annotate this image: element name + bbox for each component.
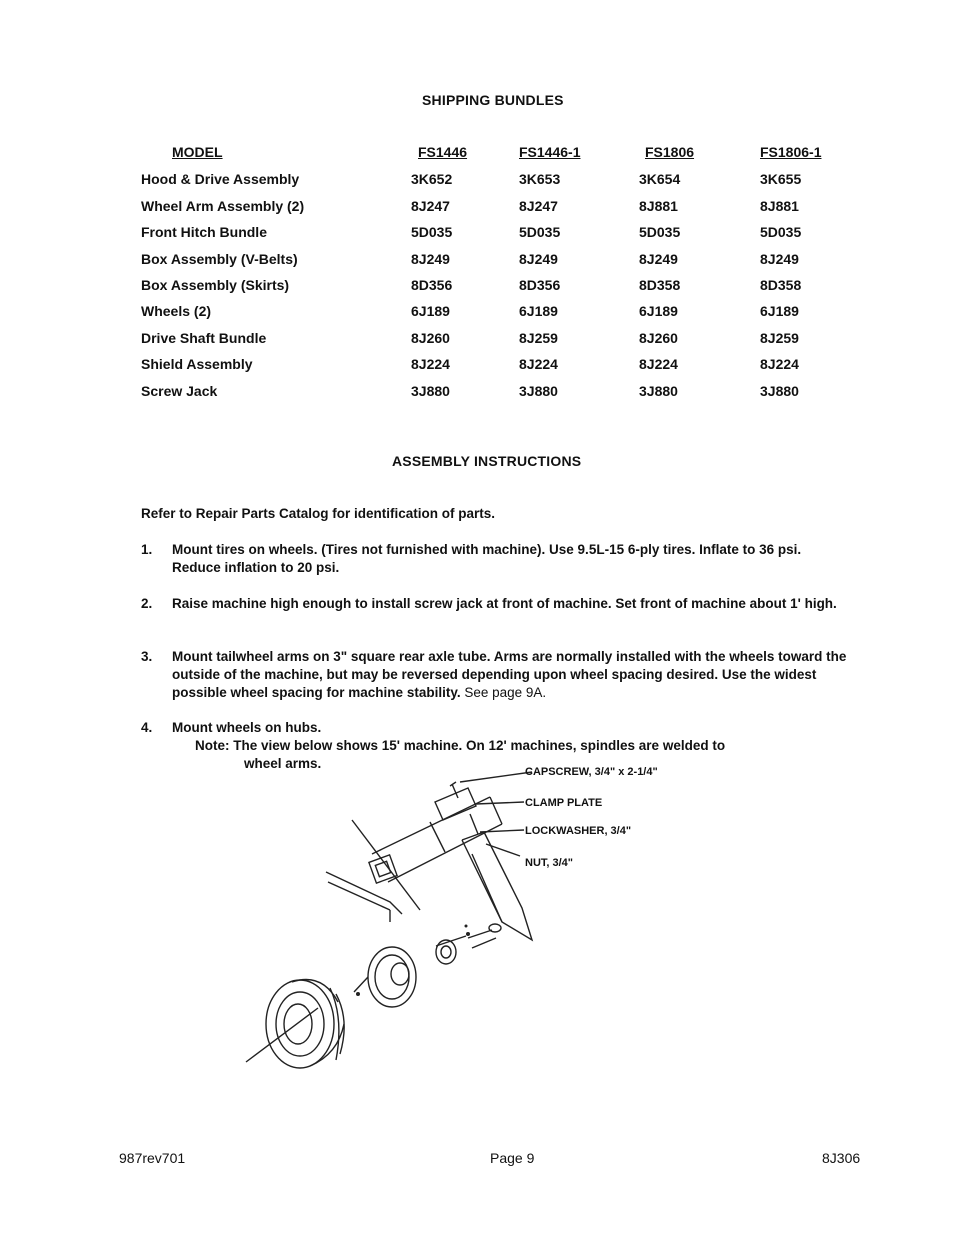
part-number: 6J189 bbox=[411, 303, 450, 320]
step-number: 1. bbox=[141, 542, 153, 557]
part-number: 3K652 bbox=[411, 171, 453, 188]
part-number: 8D356 bbox=[519, 276, 561, 293]
see-page-reference: See page 9A. bbox=[464, 685, 547, 700]
footer-revision: 987rev701 bbox=[119, 1150, 186, 1166]
row-label: Front Hitch Bundle bbox=[141, 224, 267, 241]
callout-lockwasher: LOCKWASHER, 3/4" bbox=[525, 825, 632, 837]
header-fs1446-1: FS1446-1 bbox=[519, 144, 581, 160]
table-header-row bbox=[141, 144, 841, 170]
part-number: 8J249 bbox=[519, 250, 558, 267]
part-number: 8J247 bbox=[411, 197, 450, 214]
step-number: 2. bbox=[141, 596, 153, 611]
table-row bbox=[141, 171, 841, 197]
header-fs1806: FS1806 bbox=[645, 144, 695, 160]
part-number: 8D358 bbox=[760, 276, 802, 293]
header-model: MODEL bbox=[172, 144, 223, 160]
callout-clamp-plate: CLAMP PLATE bbox=[525, 797, 603, 809]
part-number: 8J249 bbox=[411, 250, 450, 267]
footer-page-number: Page 9 bbox=[490, 1150, 535, 1166]
part-number: 8J249 bbox=[639, 250, 678, 267]
part-number: 8J260 bbox=[639, 329, 678, 346]
part-number: 8J224 bbox=[519, 356, 558, 373]
callout-nut: NUT, 3/4" bbox=[525, 857, 574, 869]
table-row bbox=[141, 383, 841, 409]
part-number: 3J880 bbox=[411, 382, 450, 399]
row-label: Box Assembly (Skirts) bbox=[141, 276, 290, 293]
step-number: 3. bbox=[141, 649, 153, 664]
table-row bbox=[141, 198, 841, 224]
table-row bbox=[141, 330, 841, 356]
part-number: 8J881 bbox=[639, 197, 678, 214]
step-text-wrapper bbox=[172, 648, 852, 702]
note-line-2: wheel arms. bbox=[244, 756, 322, 771]
part-number: 8J259 bbox=[760, 329, 799, 346]
row-label: Box Assembly (V-Belts) bbox=[141, 250, 298, 267]
step-text: Mount tailwheel arms on 3" square rear axle tube. Arms are normally installed with the wheels toward the outside of the machine, but may be reversed depending upon wheel spacing desired. Use the widest possible wheel spacing for machine stability. bbox=[172, 649, 847, 700]
shipping-bundles-title: SHIPPING BUNDLES bbox=[422, 92, 564, 108]
part-number: 8J224 bbox=[639, 356, 678, 373]
table-row bbox=[141, 356, 841, 382]
footer-doc-code: 8J306 bbox=[822, 1150, 861, 1166]
header-fs1806-1: FS1806-1 bbox=[760, 144, 822, 160]
part-number: 8D358 bbox=[639, 276, 681, 293]
part-number: 5D035 bbox=[411, 224, 453, 241]
header-fs1446: FS1446 bbox=[418, 144, 468, 160]
part-number: 6J189 bbox=[760, 303, 799, 320]
part-number: 8J260 bbox=[411, 329, 450, 346]
step-text: Mount wheels on hubs. bbox=[172, 720, 322, 735]
part-number: 8J224 bbox=[411, 356, 450, 373]
part-number: 8J881 bbox=[760, 197, 799, 214]
table-row bbox=[141, 277, 841, 303]
wheel-assembly-diagram bbox=[240, 762, 660, 1072]
part-number: 8J247 bbox=[519, 197, 558, 214]
part-number: 3K654 bbox=[639, 171, 681, 188]
row-label: Wheel Arm Assembly (2) bbox=[141, 197, 305, 214]
row-label: Wheels (2) bbox=[141, 303, 212, 320]
part-number: 3K653 bbox=[519, 171, 561, 188]
part-number: 6J189 bbox=[519, 303, 558, 320]
callout-capscrew: CAPSCREW, 3/4" x 2-1/4" bbox=[525, 766, 658, 778]
step-text: Raise machine high enough to install screw jack at front of machine. Set front of machine about 1' high. bbox=[172, 596, 837, 611]
note-line-1: Note: The view below shows 15' machine. On 12' machines, spindles are welded to bbox=[195, 738, 726, 753]
part-number: 8J224 bbox=[760, 356, 799, 373]
part-number: 5D035 bbox=[519, 224, 561, 241]
row-label: Screw Jack bbox=[141, 382, 218, 399]
part-number: 8J259 bbox=[519, 329, 558, 346]
table-row bbox=[141, 303, 841, 329]
part-number: 3J880 bbox=[760, 382, 799, 399]
row-label: Shield Assembly bbox=[141, 356, 253, 373]
shipping-bundles-table bbox=[141, 144, 841, 409]
part-number: 3K655 bbox=[760, 171, 802, 188]
intro-text: Refer to Repair Parts Catalog for identification of parts. bbox=[141, 506, 496, 521]
step-number: 4. bbox=[141, 720, 153, 735]
row-label: Hood & Drive Assembly bbox=[141, 171, 300, 188]
assembly-instructions-title: ASSEMBLY INSTRUCTIONS bbox=[392, 453, 582, 469]
part-number: 5D035 bbox=[760, 224, 802, 241]
part-number: 8D356 bbox=[411, 276, 453, 293]
row-label: Drive Shaft Bundle bbox=[141, 329, 267, 346]
part-number: 3J880 bbox=[519, 382, 558, 399]
part-number: 6J189 bbox=[639, 303, 678, 320]
part-number: 8J249 bbox=[760, 250, 799, 267]
step-text: Mount tires on wheels. (Tires not furnished with machine). Use 9.5L-15 6-ply tires. Inflate to 36 psi. Reduce inflation to 20 psi. bbox=[172, 542, 802, 575]
part-number: 5D035 bbox=[639, 224, 681, 241]
part-number: 3J880 bbox=[639, 382, 678, 399]
table-row bbox=[141, 224, 841, 250]
table-row bbox=[141, 251, 841, 277]
